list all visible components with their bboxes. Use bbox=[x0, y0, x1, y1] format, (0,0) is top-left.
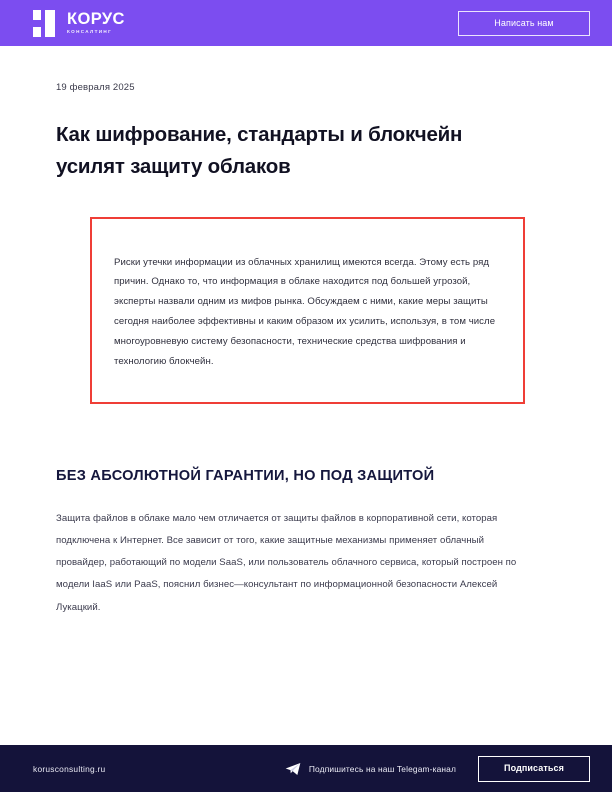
site-footer bbox=[0, 745, 612, 792]
page-title: Как шифрование, стандарты и блокчейн усилят защиту облаков bbox=[56, 123, 463, 178]
section-heading: БЕЗ АБСОЛЮТНОЙ ГАРАНТИИ, НО ПОД ЗАЩИТОЙ bbox=[56, 467, 435, 484]
footer-website-link[interactable]: korusconsulting.ru bbox=[33, 763, 106, 774]
telegram-paper-plane-icon bbox=[285, 762, 301, 776]
footer-telegram-note: Подпишитесь на наш Telegam-канал bbox=[308, 763, 456, 774]
site-header bbox=[0, 0, 612, 46]
article-body-paragraph: Защита файлов в облаке мало чем отличается от защиты файлов в корпоративной сети, которая подключена к Интернет. Все зависит от того, какие защитные механизмы применяет облачный провайдер, работающий по модели SaaS, или пользователь облачного сервиса, который построен по модели IaaS или PaaS, пояснил бизнес—консультант по информационной безопасности Алексей Лукацкий. bbox=[56, 512, 517, 613]
article-content bbox=[0, 46, 612, 745]
contact-us-button[interactable]: Написать нам bbox=[458, 11, 590, 36]
subscribe-button[interactable]: Подписаться bbox=[478, 756, 590, 782]
brand-wordmark bbox=[67, 11, 125, 35]
brand-logo[interactable] bbox=[33, 10, 125, 37]
brand-subtitle: КОНСАЛТИНГ bbox=[67, 29, 113, 35]
telegram-promo bbox=[285, 762, 456, 776]
callout-text: Риски утечки информации из облачных хранилищ имеются всегда. Этому есть ряд причин. Однако то, что информация в облаке находится под большей угрозой, эксперты назвали одним из мифов рынка. Обсуждаем с ними, какие меры защиты сегодня наиболее эффективны и каким образом их усилить, используя, в том числе многоуровневую систему безопасности, технические средства шифрования и технологию блокчейн. bbox=[114, 256, 496, 367]
publish-date: 19 февраля 2025 bbox=[56, 82, 135, 93]
callout-box bbox=[90, 217, 525, 404]
brand-name: КОРУС bbox=[67, 10, 125, 29]
korus-logo-mark-icon bbox=[33, 10, 58, 37]
